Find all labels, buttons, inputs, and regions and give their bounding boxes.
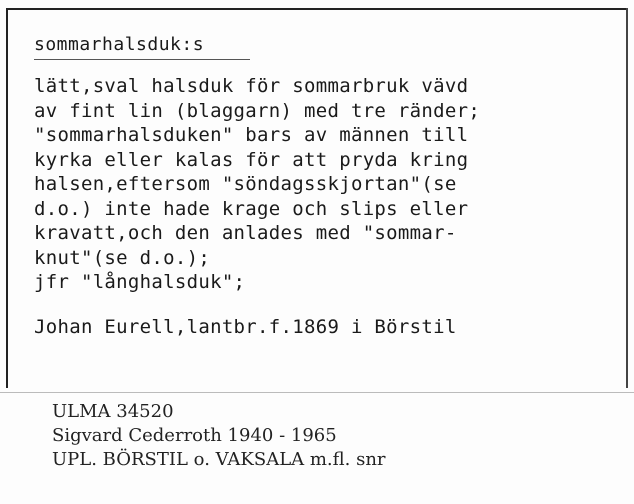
headword-underline (34, 59, 250, 60)
definition-line: halsen,eftersom "söndagsskjortan"(se (34, 173, 457, 195)
definition-line: av fint lin (blaggarn) med tre ränder; (34, 99, 481, 122)
card-frame-top (6, 8, 628, 10)
definition-line: knut"(se d.o.); (34, 246, 211, 269)
footer-divider (0, 392, 634, 393)
definition-line: kravatt,och den anlades med "sommar- (34, 222, 457, 244)
archive-location: UPL. BÖRSTIL o. VAKSALA m.fl. snr (52, 449, 386, 470)
card-frame-left (6, 8, 8, 388)
archive-footer (52, 400, 386, 472)
definition-line: kyrka eller kalas för att pryda kring (34, 148, 469, 171)
definition-line: "sommarhalsduken" bars av männen till (34, 124, 469, 146)
headword: sommarhalsduk:s (34, 34, 205, 55)
definition-text (34, 74, 614, 295)
definition-line: jfr "långhalsduk"; (34, 271, 246, 293)
archive-collector: Sigvard Cederroth 1940 - 1965 (52, 425, 337, 446)
card-frame-right (626, 8, 628, 388)
definition-line: d.o.) inte hade krage och slips eller (34, 197, 469, 220)
informant-source: Johan Eurell,lantbr.f.1869 i Börstil (34, 316, 457, 338)
definition-line: lätt,sval halsduk för sommarbruk vävd (34, 75, 469, 97)
archive-id: ULMA 34520 (52, 401, 174, 422)
